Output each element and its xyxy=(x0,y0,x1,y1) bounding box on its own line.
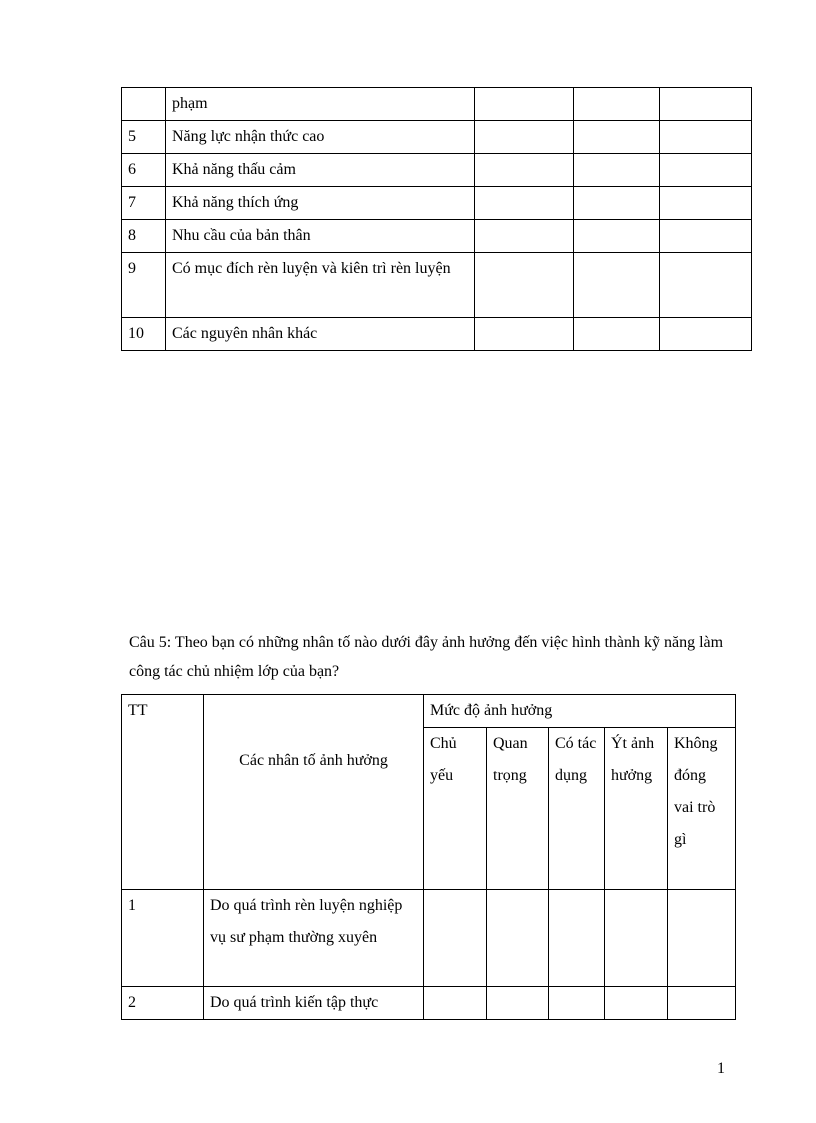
empty-cell xyxy=(668,987,736,1020)
row-text: Năng lực nhận thức cao xyxy=(166,121,475,154)
empty-cell xyxy=(574,318,660,351)
table-row xyxy=(122,154,752,187)
table-row xyxy=(122,88,752,121)
empty-cell xyxy=(487,987,549,1020)
level-important: Quan trọng xyxy=(487,728,549,890)
empty-cell xyxy=(605,890,668,987)
row-number: 1 xyxy=(122,890,204,987)
row-number: 5 xyxy=(122,121,166,154)
level-none: Không đóng vai trò gì xyxy=(668,728,736,890)
level-little: Ýt ảnh hưởng xyxy=(605,728,668,890)
row-text: phạm xyxy=(166,88,475,121)
empty-cell xyxy=(475,187,574,220)
row-text: Do quá trình rèn luyện nghiệp vụ sư phạm thường xuyên xyxy=(204,890,424,987)
empty-cell xyxy=(475,318,574,351)
row-number: 9 xyxy=(122,253,166,318)
table-row xyxy=(122,890,736,987)
empty-cell xyxy=(574,121,660,154)
row-text: Các nguyên nhân khác xyxy=(166,318,475,351)
header-level: Mức độ ảnh hưởng xyxy=(424,695,736,728)
question-text: Câu 5: Theo bạn có những nhân tố nào dưới đây ảnh hưởng đến việc hình thành kỹ năng làm công tác chủ nhiệm lớp của bạn? xyxy=(129,634,724,680)
row-text: Do quá trình kiến tập thực xyxy=(204,987,424,1020)
empty-cell xyxy=(424,890,487,987)
empty-cell xyxy=(574,154,660,187)
empty-cell xyxy=(660,318,752,351)
level-effective: Có tác dụng xyxy=(549,728,605,890)
row-number: 2 xyxy=(122,987,204,1020)
table-row xyxy=(122,318,752,351)
row-text: Nhu cầu của bản thân xyxy=(166,220,475,253)
empty-cell xyxy=(475,154,574,187)
table-row xyxy=(122,121,752,154)
empty-cell xyxy=(668,890,736,987)
row-text: Có mục đích rèn luyện và kiên trì rèn luyện xyxy=(166,253,475,318)
row-text: Khả năng thích ứng xyxy=(166,187,475,220)
empty-cell xyxy=(475,253,574,318)
empty-cell xyxy=(475,88,574,121)
empty-cell xyxy=(660,154,752,187)
row-number: 6 xyxy=(122,154,166,187)
row-text: Khả năng thấu cảm xyxy=(166,154,475,187)
empty-cell xyxy=(660,220,752,253)
empty-cell xyxy=(574,253,660,318)
empty-cell xyxy=(574,220,660,253)
empty-cell xyxy=(660,253,752,318)
empty-cell xyxy=(660,121,752,154)
row-number: 7 xyxy=(122,187,166,220)
influence-factors-table xyxy=(121,694,736,1020)
empty-cell xyxy=(549,890,605,987)
empty-cell xyxy=(660,88,752,121)
empty-cell xyxy=(660,187,752,220)
empty-cell xyxy=(549,987,605,1020)
empty-cell xyxy=(605,987,668,1020)
row-number xyxy=(122,88,166,121)
level-main: Chủ yếu xyxy=(424,728,487,890)
table-row xyxy=(122,220,752,253)
table-row xyxy=(122,253,752,318)
empty-cell xyxy=(574,187,660,220)
header-tt: TT xyxy=(122,695,204,890)
table-row xyxy=(122,187,752,220)
row-number: 10 xyxy=(122,318,166,351)
header-factors: Các nhân tố ảnh hưởng xyxy=(204,695,424,890)
header-row xyxy=(122,695,736,728)
page-number: 1 xyxy=(717,1060,725,1077)
empty-cell xyxy=(424,987,487,1020)
influence-table-continued xyxy=(121,87,752,351)
row-number: 8 xyxy=(122,220,166,253)
empty-cell xyxy=(487,890,549,987)
empty-cell xyxy=(574,88,660,121)
table-row xyxy=(122,987,736,1020)
empty-cell xyxy=(475,121,574,154)
empty-cell xyxy=(475,220,574,253)
